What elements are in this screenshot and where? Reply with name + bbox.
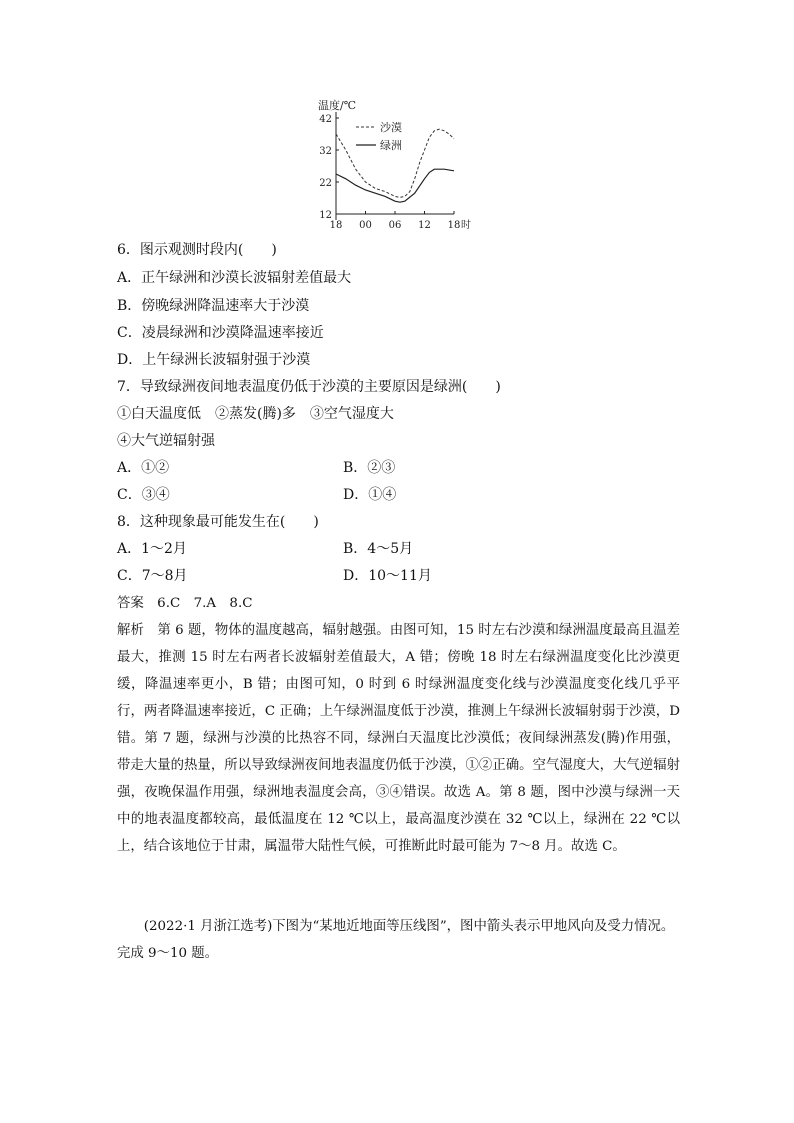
y-tick-label: 12	[319, 210, 332, 221]
question-7-option-c: C．③④	[117, 487, 170, 503]
question-8: 8．这种现象最可能发生在( )	[117, 514, 319, 530]
x-tick-label: 12	[418, 220, 431, 231]
question-6: 6．图示观测时段内( )	[117, 242, 277, 258]
analysis-paragraph: 解析 第 6 题，物体的温度越高，辐射越强。由图可知，15 时左右沙漠和绿洲温度最高且温差最大，推测 15 时左右两者长波辐射差值最大，A 错；傍晚 18 时左右绿洲温度变化比沙漠更缓，降温速率更小，B 错；由图可知，0 时到 6 时绿洲温度变化线与沙漠温度变化线几乎平行，两者降温速率接近，C 正确；上午绿洲温度低于沙漠，推测上午绿洲长波辐射弱于沙漠，D 错。第 7 题，绿洲与沙漠的比热容不同，绿洲白天温度比沙漠低；夜间绿洲蒸发(腾)作用强，带走大量的热量，所以导致绿洲夜间地表温度仍低于沙漠，①②正确。空气湿度大，大气逆辐射强，夜晚保温作用强，绿洲地表温度会高，③④错误。故选 A。第 8 题，图中沙漠与绿洲一天中的地表温度都较高，最低温度在 12 ℃以上，最高温度沙漠在 32 ℃以上，绿洲在 22 ℃以上，结合该地位于甘肃，属温带大陆性气候，可推断此时最可能为 7～8 月。故选 C。	[117, 623, 680, 854]
y-tick-label: 22	[319, 178, 332, 189]
question-7-option-b: B．②③	[343, 460, 396, 476]
legend	[356, 120, 402, 152]
legend-label-desert: 沙漠	[380, 121, 402, 134]
y-tick-label: 32	[319, 146, 332, 157]
x-tick-label: 00	[359, 220, 372, 231]
x-tick-label: 06	[388, 220, 402, 231]
y-axis-label: 温度/℃	[318, 99, 357, 112]
question-7-option-a: A．①②	[117, 460, 170, 476]
x-tick-label: 18	[447, 220, 461, 231]
y-tick-label: 42	[319, 114, 332, 125]
question-7-items-line-1: ①白天温度低 ②蒸发(腾)多 ③空气湿度大	[117, 406, 394, 422]
x-tick-label: 18	[329, 220, 343, 231]
question-6-option-a: A．正午绿洲和沙漠长波辐射差值最大	[117, 270, 352, 286]
question-7: 7．导致绿洲夜间地表温度仍低于沙漠的主要原因是绿洲( )	[117, 379, 501, 395]
next-section-intro: (2022·1 月浙江选考)下图为“某地近地面等压线图”，图中箭头表示甲地风向及受力情况。完成 9～10 题。	[117, 919, 675, 961]
question-6-option-b: B．傍晚绿洲降温速率大于沙漠	[117, 298, 310, 314]
temperature-line-chart	[312, 94, 482, 234]
series-line-oasis	[336, 169, 454, 202]
question-8-option-a: A．1～2月	[117, 541, 187, 557]
answer-line: 答案 6.C 7.A 8.C	[117, 596, 253, 611]
question-7-items-line-2: ④大气逆辐射强	[117, 433, 215, 449]
question-6-option-d: D．上午绿洲长波辐射强于沙漠	[117, 352, 311, 368]
question-6-option-c: C．凌晨绿洲和沙漠降温速率接近	[117, 325, 324, 341]
question-8-option-d: D．10～11月	[343, 568, 432, 584]
x-axis-unit: 时	[461, 220, 471, 231]
question-7-option-d: D．①④	[343, 487, 397, 503]
legend-label-oasis: 绿洲	[380, 139, 402, 152]
question-8-option-c: C．7～8月	[117, 568, 188, 584]
question-8-option-b: B．4～5月	[343, 541, 414, 557]
